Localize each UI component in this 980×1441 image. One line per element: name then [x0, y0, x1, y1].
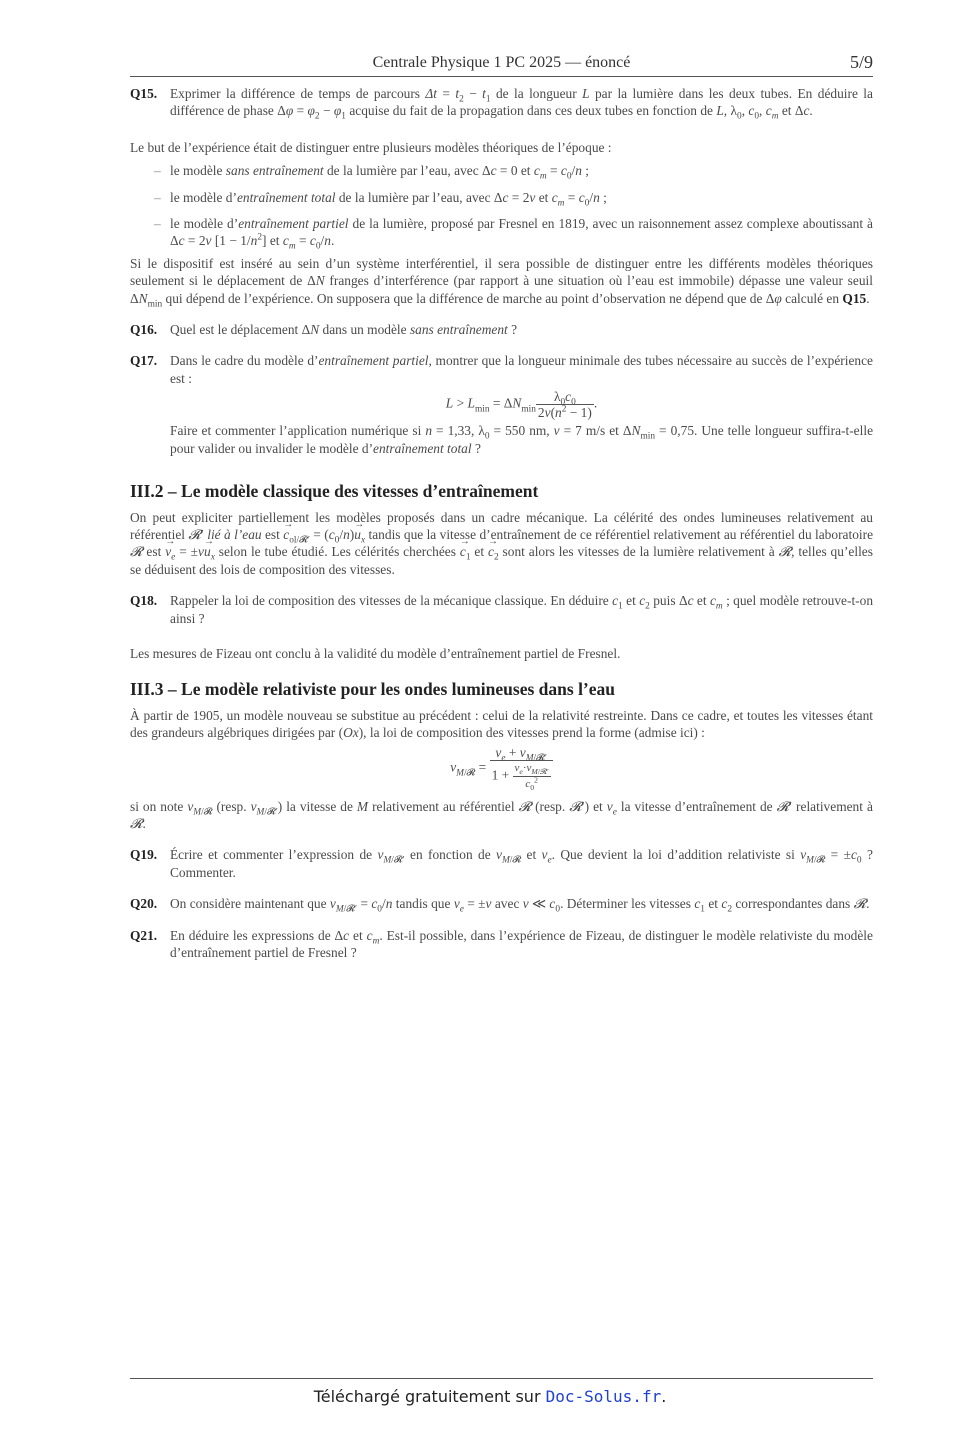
model-3-text: de la lumière, proposé par Fresnel en 1819, avec un raisonnement assez complexe aboutissant à: [352, 216, 873, 232]
q17-a: Dans le cadre du modèle d’: [170, 353, 319, 369]
question-number: Q20.: [130, 896, 158, 912]
q21-b: et: [353, 927, 363, 943]
q21-c: . Est-il possible, dans l’expérience de Fizeau, de distinguer le modèle relativiste du modèle d’entraînement partiel de Fresnel ?: [170, 927, 873, 960]
question-number: Q19.: [130, 847, 158, 863]
question-number: Q18.: [130, 593, 158, 609]
q15-text-1: Exprimer la différence de temps de parcours: [170, 86, 421, 101]
sec2-a: On peut expliciter partiellement les modèles proposés dans un cadre mécanique. La célérité des ondes lumineuses relativement au référentiel: [130, 509, 873, 542]
question-q17: Q17. Dans le cadre du modèle d’entraînement partiel, montrer que la longueur minimale des tubes nécessaire au succès de l’expérience est : $L > L_{min} = \Delta N_{min}$ $\frac{\lambda_0c_0}{2v(n^2 - 1)}$ . Faire et commenter l’application numérique si n = 1,33, $\lambda_0 = 550$ nm, v = 7 m/s et $\Delta N_{min} = 0,75$. Une telle longueur suffira-t-elle pour valider ou invalider le modèle d’entraînement total ?: [130, 353, 874, 456]
sec3-f: relativement au référentiel: [372, 798, 515, 814]
q17-f: entraînement total: [373, 440, 472, 456]
page-number: 5/9: [849, 52, 873, 72]
question-number: Q16.: [130, 322, 158, 338]
q18-b: puis: [653, 593, 676, 609]
model-2-label: le modèle d’: [170, 189, 237, 205]
sec2-f: selon le tube étudié. Les célérités cherchées: [218, 544, 456, 560]
q18-a: Rappeler la loi de composition des vitesses de la mécanique classique. En déduire: [170, 593, 609, 609]
q19-d: . Que devient la loi d’addition relativiste si: [551, 847, 795, 863]
sec2-g: sont alors les vitesses de la lumière relativement à: [502, 544, 775, 560]
q21-a: En déduire les expressions de: [170, 927, 331, 943]
model-3-name: entraînement partiel: [238, 216, 349, 232]
sec3-j: relativement à: [796, 798, 873, 814]
model-1-name: sans entraînement: [225, 163, 324, 179]
q16-a: Quel est le déplacement: [170, 322, 299, 338]
section-title-iii-3: III.3 – Le modèle relativiste pour les ondes lumineuses dans l’eau: [130, 679, 616, 700]
question-q18: Q18. Rappeler la loi de composition des vitesses de la mécanique classique. En déduire $c_1$ et $c_2$ puis Δc et $c_m$ ; quel modèle retrouve-t-on ainsi ?: [130, 593, 874, 626]
section-iii-3-paragraph: À partir de 1905, un modèle nouveau se substitue au précédent : celui de la relativité restreinte. Dans ce cadre, et toutes les vitesses étant des grandeurs algébriques dirigées par (Ox), la loi de composition des vitesses prend la forme (admise ici) :: [130, 707, 873, 741]
q17-b: entraînement partiel: [318, 353, 429, 369]
q20-d: . Déterminer les vitesses: [560, 896, 691, 912]
footer-link[interactable]: Doc-Solus.fr: [545, 1387, 662, 1406]
section-iii-2-paragraph: On peut expliciter partiellement les modèles proposés dans un cadre mécanique. La célérité des ondes lumineuses relativement au référentiel 𝓡′ lié à l’eau est → $c_{ol/𝓡'} = (c_0/n)\to u_x$ tandis que la vitesse d’entraînement de ce référentiel relativement au référentiel du laboratoire 𝓡 est → $v_e = \pm v\to u_x$ selon le tube étudié. Les célérités cherchées → $c_1$ et → $c_2$ sont alors les vitesses de la lumière relativement à 𝓡, telles qu’elles se déduisent des lois de composition des vitesses.: [130, 509, 873, 579]
sec3-i: la vitesse d’entraînement de: [620, 798, 773, 814]
question-q20: Q20. On considère maintenant que $v_{M/𝓡'} = c_0/n$ tandis que $v_e = \pm v$ avec v ≪ $c_0$. Déterminer les vitesses $c_1$ et $c_2$ correspondantes dans 𝓡.: [130, 896, 870, 915]
q15-text-4: acquise du fait de la propagation dans ces deux tubes en fonction de: [349, 103, 713, 119]
document-body: [130, 85, 873, 961]
q20-c: avec: [494, 896, 520, 912]
q18-c: ; quel modèle retrouve-t-on ainsi ?: [170, 593, 874, 626]
page-header: [130, 52, 873, 77]
fizeau-paragraph: Les mesures de Fizeau ont conclu à la validité du modèle d’entraînement partiel de Fresnel.: [130, 645, 621, 661]
interference-paragraph: Si le dispositif est inséré au sein d’un système interférentiel, il sera possible de distinguer entre les différents modèles théoriques seulement si le déplacement de ΔN franges d’interférence (par rapport à une situation où l’eau est immobile) dépasse une valeur seuil $\Delta N_{min}$ qui dépend de l’expérience. On supposera que la différence de marche au point d’observation ne dépend que de Δφ calculé en Q15.: [130, 255, 873, 310]
question-q21: Q21. En déduire les expressions de Δc et $c_m$. Est-il possible, dans l’expérience de Fizeau, de distinguer le modèle relativiste du modèle d’entraînement partiel de Fresnel ?: [130, 927, 873, 960]
q17-d: Faire et commenter l’application numérique si: [170, 423, 422, 439]
page: [130, 52, 873, 961]
q16-b: dans un modèle: [322, 322, 407, 338]
q19-e: ? Commenter.: [170, 847, 873, 880]
model-1-text: de la lumière par l’eau, avec: [326, 163, 479, 179]
sec2-d: tandis que la vitesse d’entraînement de ce référentiel relativement au référentiel du laboratoire: [368, 526, 874, 542]
q20-e: et: [708, 896, 718, 912]
para1-a: Si le dispositif est inséré au sein d’un système interférentiel, il sera possible de distinguer entre les différents modèles théoriques seulement si le déplacement de: [130, 255, 873, 289]
para1-b: franges d’interférence (par rapport à une situation où l’eau est immobile) dépasse une valeur seuil: [329, 273, 873, 289]
para1-c: qui dépend de l’expérience. On supposera que la différence de marche au point d’observation ne dépend que de: [165, 290, 763, 306]
header-title: Centrale Physique 1 PC 2025 — énoncé: [372, 54, 631, 71]
question-number: Q15.: [130, 86, 158, 101]
question-number: Q17.: [130, 353, 158, 369]
equation-lmin: $L > L_{min} = \Delta N_{min}$ $\frac{\lambda_0c_0}{2v(n^2 - 1)}$ .: [445, 389, 598, 421]
sec3-g: (resp.: [535, 798, 566, 814]
list-item: – le modèle d’entraînement partiel de la lumière, proposé par Fresnel en 1819, avec un raisonnement assez complexe aboutissant à Δc = 2v $[1 - 1/n^2]$ et $c_m = c_0/n$.: [154, 216, 873, 253]
question-q16: Q16. Quel est le déplacement ΔN dans un modèle sans entraînement ?: [130, 322, 518, 338]
page-footer: [0, 1387, 980, 1406]
sec3-e: ) la vitesse de: [277, 798, 353, 814]
q16-c: sans entraînement: [409, 322, 508, 338]
intro-paragraph: Le but de l’expérience était de distinguer entre plusieurs modèles théoriques de l’époque :: [130, 139, 612, 155]
models-list: [130, 162, 873, 253]
para1-d: calculé en: [785, 290, 840, 306]
sec3-c: si on note: [130, 798, 184, 814]
sec3-b: , la loi de composition des vitesses prend la forme (admise ici) :: [363, 725, 705, 741]
question-q15: Q15. Exprimer la différence de temps de parcours $\Delta t = t_2 - t_1$ de la longueur L par la lumière dans les deux tubes. En déduire la différence de phase $\Delta\varphi = \varphi_2 - \varphi_1$ acquise du fait de la propagation dans ces deux tubes en fonction de L, $\lambda_0$, $c_0$, $c_m$ et Δc.: [130, 86, 873, 123]
list-item: – le modèle d’entraînement total de la lumière par l’eau, avec Δc = 2v et $c_m = c_0/n$ ;: [154, 189, 607, 209]
sec2-h: , telles qu’elles se déduisent des lois de composition des vitesses.: [130, 544, 873, 577]
sec2-e: est: [146, 544, 162, 560]
sec2-b: lié à l’eau: [207, 526, 262, 542]
notation-paragraph: si on note $v_{M/𝓡}$ (resp. $v_{M/𝓡'}$) la vitesse de M relativement au référentiel 𝓡 (resp. 𝓡′) et $v_e$ la vitesse d’entraînement de 𝓡′ relativement à 𝓡.: [130, 798, 873, 831]
q20-b: tandis que: [395, 896, 451, 912]
model-2-name: entraînement total: [236, 189, 336, 205]
sec2-c: est: [264, 526, 280, 542]
model-2-text: de la lumière par l’eau, avec: [338, 189, 491, 205]
footer-dot: .: [661, 1387, 667, 1406]
q17-c: , montrer que la longueur minimale des tubes nécessaire au succès de l’expérience est :: [170, 353, 873, 386]
footer-divider: [130, 1378, 873, 1379]
section-title-iii-2: III.2 – Le modèle classique des vitesses d’entraînement: [130, 481, 539, 502]
q15-text-3: par la lumière dans les deux tubes. En déduire la différence de phase: [170, 86, 873, 119]
question-number: Q21.: [130, 927, 158, 943]
q19-a: Écrire et commenter l’expression de: [170, 847, 373, 863]
list-item: – le modèle sans entraînement de la lumière par l’eau, avec Δc = 0 et $c_m = c_0/n$ ;: [154, 163, 590, 182]
q15-text-2: de la longueur: [495, 86, 577, 101]
para1-ref: Q15: [842, 290, 867, 306]
q19-b: en fonction de: [410, 847, 491, 863]
footer-text: Téléchargé gratuitement sur: [313, 1387, 541, 1406]
sec3-a: À partir de 1905, un modèle nouveau se substitue au précédent : celui de la relativité restreinte. Dans ce cadre, et toutes les vitesses étant des grandeurs algébriques dirigées par: [130, 707, 873, 741]
q19-c: et: [526, 847, 537, 863]
model-1-label: le modèle: [170, 163, 223, 179]
sec3-d: (resp.: [216, 798, 247, 814]
q20-f: correspondantes dans: [735, 896, 851, 912]
question-q19: Q19. Écrire et commenter l’expression de $v_{M/𝓡'}$ en fonction de $v_{M/𝓡}$ et $v_e$. Que devient la loi d’addition relativiste si $v_{M/𝓡} = \pm c_0$ ? Commenter.: [130, 847, 873, 880]
q17-e: Une telle longueur suffira-t-elle pour valider ou invalider le modèle d’: [170, 423, 874, 456]
sec3-h: ) et: [584, 798, 603, 814]
model-3-label: le modèle d’: [170, 216, 239, 232]
equation-relativistic: $v_{M/𝓡}$ = $v_e + v_{M/𝓡'}$ 1 + $\frac{v_e\cdot v_{M/𝓡'}}{c_0^2}$: [130, 745, 873, 792]
q20-a: On considère maintenant que: [170, 896, 327, 912]
